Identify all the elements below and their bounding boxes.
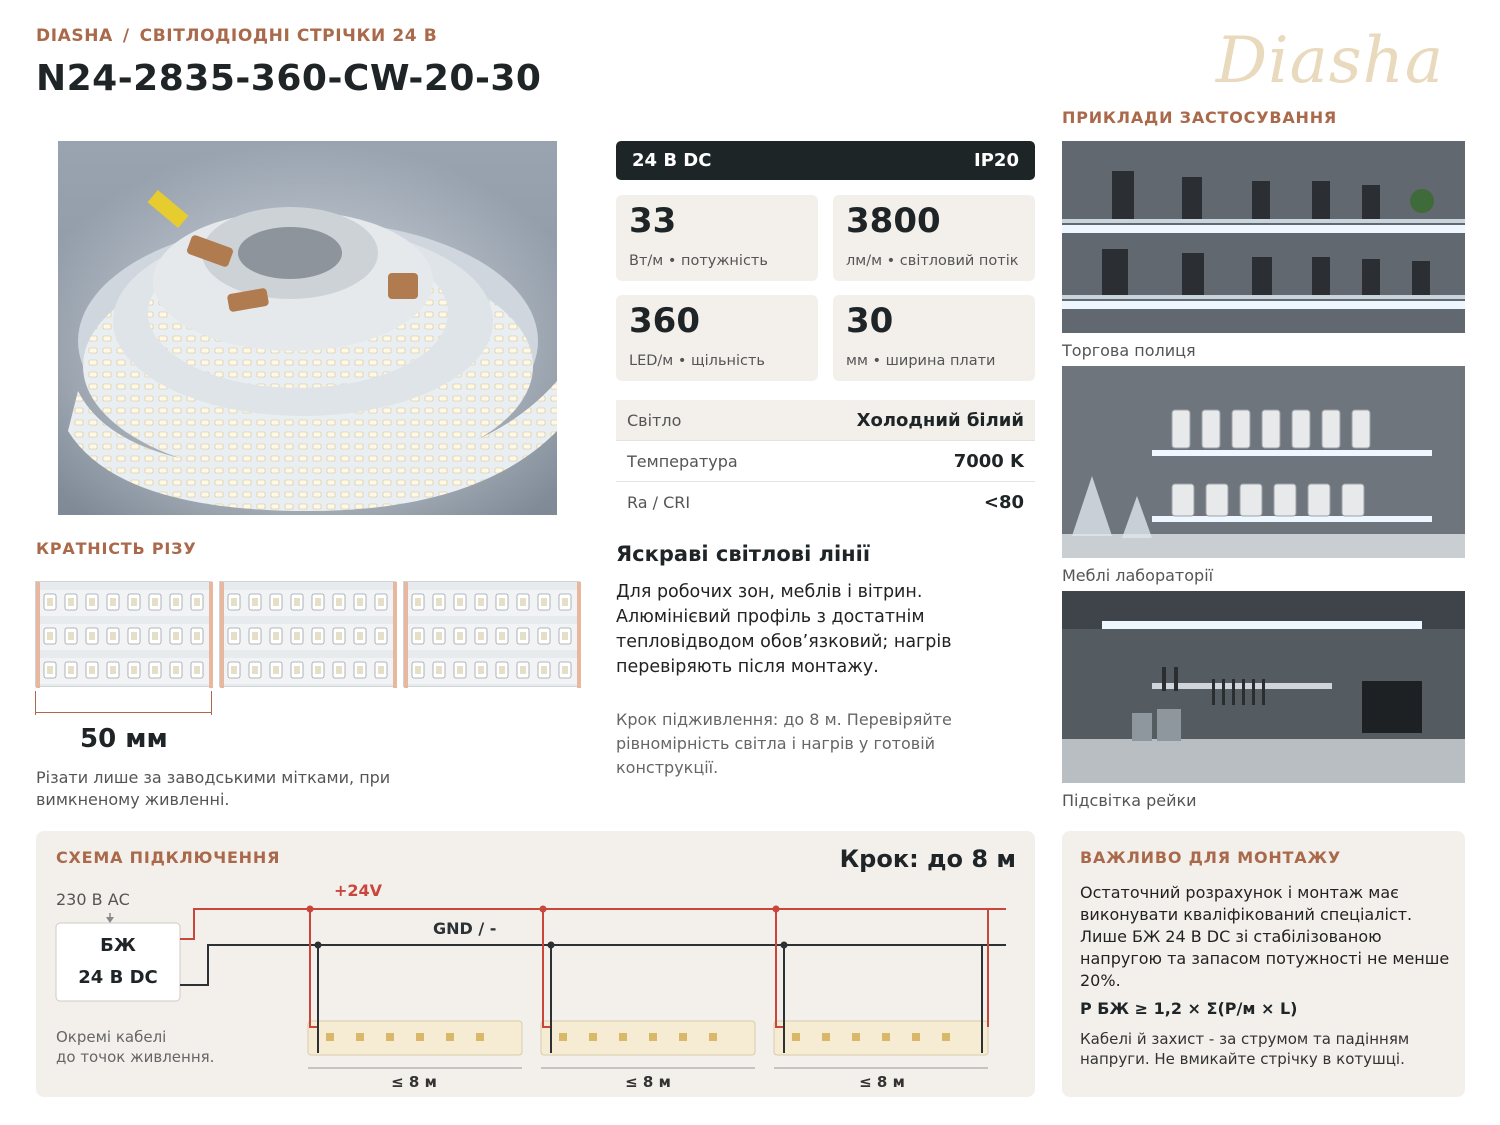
- app-photo-rail: [1062, 591, 1465, 783]
- breadcrumb-brand[interactable]: DIASHA: [36, 26, 113, 46]
- led-chip: [559, 1033, 567, 1041]
- description-text: Для робочих зон, меблів і вітрин. Алюмінієвий профіль з достатнім тепловідводом обов’язковий; нагрів перевіряють після монтажу.: [616, 582, 952, 677]
- led-chip: [619, 1033, 627, 1041]
- gnd-label: GND / -: [433, 919, 497, 938]
- scheme-input-label: 230 В АС: [56, 890, 130, 909]
- cables-note-line2: до точок живлення.: [56, 1048, 215, 1066]
- segment-length-2: ≤ 8 м: [625, 1073, 671, 1091]
- led-chip: [446, 1033, 454, 1041]
- spec-value: 33: [629, 201, 677, 241]
- spec-value: 360: [629, 301, 700, 341]
- spec-table: [616, 400, 1035, 523]
- plus-feed-wire: [543, 909, 551, 1027]
- breadcrumb: DIASHA / СВІТЛОДІОДНІ СТРІЧКИ 24 В: [36, 26, 438, 46]
- gnd-wire: [180, 945, 1006, 985]
- plus-wire: [180, 909, 1006, 939]
- junction-dot: [307, 906, 314, 913]
- led-chip: [912, 1033, 920, 1041]
- power-formula: P БЖ ≥ 1,2 × Σ(P/м × L): [1080, 999, 1298, 1018]
- cut-note: Різати лише за заводськими мітками, при вимкненому живленні.: [36, 768, 391, 809]
- led-chip: [649, 1033, 657, 1041]
- led-strip-segment: [308, 1021, 522, 1055]
- spec-card-density: [616, 295, 818, 381]
- junction-dot: [548, 942, 555, 949]
- led-chip: [882, 1033, 890, 1041]
- led-chip: [679, 1033, 687, 1041]
- spec-row-cri: [616, 482, 1035, 523]
- led-chip: [416, 1033, 424, 1041]
- description-title: Яскраві світлові лінії: [616, 542, 871, 566]
- spec-value: 3800: [846, 201, 941, 241]
- description-note: Крок підживлення: до 8 м. Перевіряйте рівномірність світла і нагрів у готовій конструкції.: [616, 710, 952, 777]
- app-photo-lab: [1062, 366, 1465, 558]
- important-text: Остаточний розрахунок і монтаж має виконувати кваліфікований спеціаліст. Лише БЖ 24 В DC зі стабілізованою напругою та запасом потужності не менше 20%.: [1080, 883, 1450, 990]
- spec-val: <80: [983, 492, 1024, 513]
- app-caption-rail: Підсвітка рейки: [1062, 791, 1197, 810]
- spec-header-bar: [616, 141, 1035, 180]
- led-chip: [386, 1033, 394, 1041]
- important-panel: [1062, 831, 1465, 1097]
- page-title: N24-2835-360-CW-20-30: [36, 58, 542, 99]
- cut-dimension-line: [36, 712, 212, 713]
- plus-feed-wire: [310, 909, 318, 1027]
- spec-label: лм/м • світловий потік: [846, 253, 1019, 269]
- led-reel-image: [58, 141, 557, 515]
- spec-card-width: [833, 295, 1035, 381]
- junction-dot: [773, 906, 780, 913]
- app-caption-lab: Меблі лабораторії: [1062, 566, 1214, 585]
- led-chip: [822, 1033, 830, 1041]
- junction-dot: [540, 906, 547, 913]
- plus-label: +24V: [334, 881, 383, 900]
- important-title: ВАЖЛИВО ДЛЯ МОНТАЖУ: [1080, 848, 1341, 867]
- applications-title: ПРИКЛАДИ ЗАСТОСУВАННЯ: [1062, 108, 1338, 127]
- led-strip-segment: [774, 1021, 988, 1055]
- psu-voltage: 24 В DC: [78, 967, 158, 988]
- psu-label: БЖ: [100, 935, 136, 956]
- breadcrumb-category[interactable]: СВІТЛОДІОДНІ СТРІЧКИ 24 В: [139, 26, 438, 46]
- led-chip: [589, 1033, 597, 1041]
- app-caption-shelf: Торгова полиця: [1062, 341, 1196, 360]
- spec-key: Температура: [627, 451, 738, 471]
- scheme-step: Крок: до 8 м: [839, 845, 1016, 873]
- led-chip: [852, 1033, 860, 1041]
- wiring-scheme-panel: [36, 831, 1035, 1097]
- spec-row-light: [616, 400, 1035, 441]
- cut-section-title: КРАТНІСТЬ РІЗУ: [36, 539, 197, 558]
- app-photo-shelf: [1062, 141, 1465, 333]
- brand-logo: Diasha: [1215, 24, 1444, 98]
- segment-length-3: ≤ 8 м: [859, 1073, 905, 1091]
- spec-val: 7000 K: [953, 450, 1024, 472]
- power-supply-box: [56, 923, 180, 1001]
- spec-key: Ra / CRI: [627, 493, 691, 512]
- spec-value: 30: [846, 301, 894, 341]
- led-chip: [709, 1033, 717, 1041]
- spec-label: мм • ширина плати: [846, 353, 996, 369]
- spec-row-temperature: [616, 441, 1035, 482]
- led-chip: [476, 1033, 484, 1041]
- scheme-title: СХЕМА ПІДКЛЮЧЕННЯ: [56, 848, 281, 867]
- spec-val: Холодний білий: [856, 409, 1024, 431]
- cables-note-line1: Окремі кабелі: [56, 1028, 167, 1046]
- cut-segment-2: [219, 581, 396, 687]
- spec-key: Світло: [627, 410, 682, 430]
- junction-dot: [315, 942, 322, 949]
- ip-rating: IP20: [974, 150, 1019, 171]
- led-chip: [326, 1033, 334, 1041]
- important-note: Кабелі й захист - за струмом та падінням напруги. Не вмикайте стрічку в котушці.: [1080, 1030, 1410, 1068]
- led-chip: [792, 1033, 800, 1041]
- spec-card-power: [616, 195, 818, 281]
- product-photo: [58, 141, 557, 515]
- spec-card-flux: [833, 195, 1035, 281]
- led-chip: [942, 1033, 950, 1041]
- led-strip-segment: [541, 1021, 755, 1055]
- segment-length-1: ≤ 8 м: [391, 1073, 437, 1091]
- spec-label: Вт/м • потужність: [629, 253, 768, 269]
- voltage-label: 24 В DC: [632, 150, 712, 171]
- cut-segment-1: [35, 581, 212, 687]
- cut-segment-3: [403, 581, 580, 687]
- led-chip: [356, 1033, 364, 1041]
- plus-feed-wire: [776, 909, 784, 1027]
- cables-note: [56, 1027, 214, 1067]
- spec-label: LED/м • щільність: [629, 353, 765, 369]
- junction-dot: [781, 942, 788, 949]
- cut-length: 50 мм: [80, 724, 168, 754]
